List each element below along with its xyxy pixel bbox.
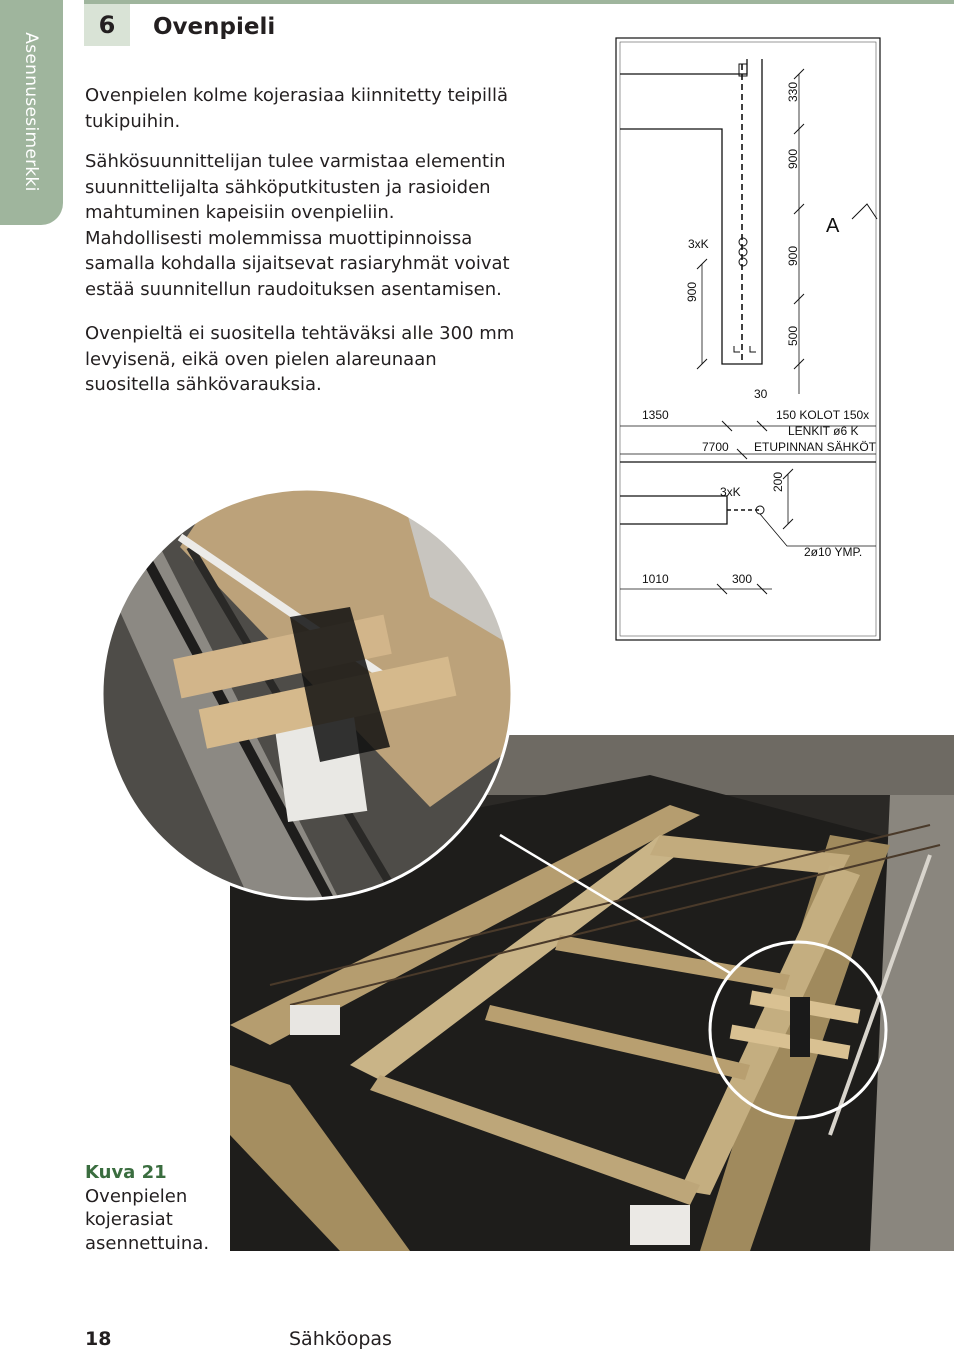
- drawing-label-lenkit: LENKIT ø6 K: [788, 424, 859, 438]
- drawing-label-3xk-upper: 3xK: [688, 237, 709, 251]
- section-tab: [0, 0, 63, 225]
- drawing-dim-200: 200: [771, 471, 785, 492]
- drawing-dim-1350: 1350: [642, 408, 669, 422]
- drawing-dim-900-left: 900: [685, 281, 699, 302]
- closeup-inset: [100, 487, 514, 901]
- caption-line-1: Ovenpielen: [85, 1185, 188, 1207]
- drawing-dim-7700: 7700: [702, 440, 729, 454]
- drawing-label-rebar: 2ø10 YMP.: [804, 545, 863, 559]
- caption-line-3: asennettuina.: [85, 1232, 210, 1254]
- drawing-label-kolot: 150 KOLOT 150x: [776, 408, 870, 422]
- drawing-dim-300: 300: [732, 572, 753, 586]
- paragraph-1: Ovenpielen kolme kojerasiaa kiinnitetty teipillä tukipuihin.: [85, 85, 509, 132]
- drawing-section-mark: A: [826, 215, 840, 237]
- drawing-dim-1010: 1010: [642, 572, 669, 586]
- page-number: 18: [85, 1328, 112, 1350]
- paragraph-3: Ovenpieltä ei suositella tehtäväksi alle 300 mm levyisenä, eikä oven pielen alareunaan suositella sähkövarauksia.: [85, 323, 515, 395]
- header-rule: [84, 0, 954, 4]
- chapter-title: Ovenpieli: [153, 14, 276, 40]
- technical-drawing: [612, 34, 884, 646]
- caption-line-2: kojerasiat: [85, 1209, 173, 1230]
- caption-label: Kuva 21: [85, 1162, 167, 1183]
- figure-caption: [85, 1161, 209, 1255]
- drawing-dim-330: 330: [786, 81, 800, 102]
- paragraph-2: Sähkösuunnittelijan tulee varmistaa elementin suunnittelijalta sähköputkitusten ja rasioiden mahtuminen kapeisiin ovenpieliin. Mahdollisesti molemmissa muottipinnoissa samalla kohdalla sijaitsevat rasiaryhmät voivat estää suunnitellun raudoituksen asentamisen.: [85, 151, 510, 300]
- drawing-dim-900-a: 900: [786, 148, 800, 169]
- drawing-dim-900-b: 900: [786, 245, 800, 266]
- drawing-dim-30: 30: [754, 387, 768, 401]
- book-title: Sähköopas: [289, 1328, 392, 1350]
- drawing-label-etupinnan: ETUPINNAN SÄHKÖT: [754, 440, 877, 454]
- chapter-number: 6: [84, 4, 130, 46]
- drawing-dim-500: 500: [786, 325, 800, 346]
- drawing-label-3xk-lower: 3xK: [720, 485, 741, 499]
- section-tab-label: Asennusesimerkki: [21, 32, 41, 192]
